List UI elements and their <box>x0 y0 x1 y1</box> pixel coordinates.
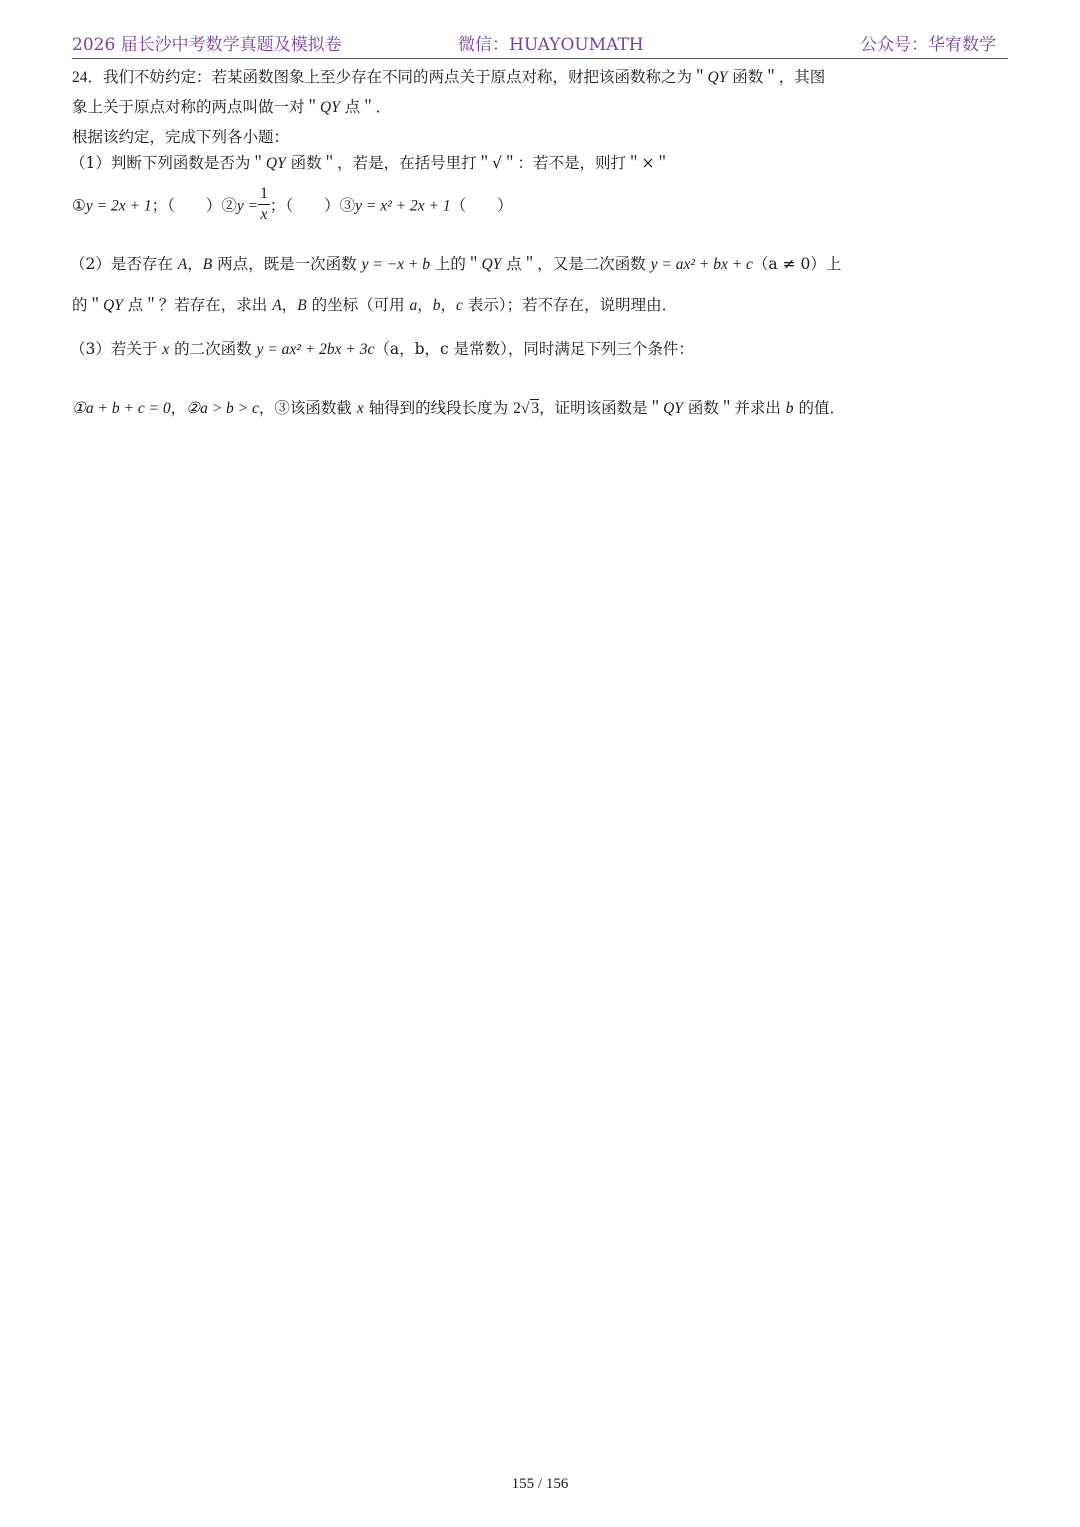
part3-line1: （3）若关于 x 的二次函数 y = ax² + 2bx + 3c（a，b，c 是常数），同时满足下列三个条件： <box>70 340 694 358</box>
part2-line1: （2）是否存在 A，B 两点，既是一次函数 y = −x + b 上的＂QY 点＂，又是二次函数 y = ax² + bx + c（a ≠ 0）上 <box>70 255 842 273</box>
condition-2: ②a > b > c <box>186 400 259 417</box>
answer-blank-1: （ ） <box>167 196 222 215</box>
header-wechat: 微信：HUAYOUMATH <box>458 35 644 55</box>
page-number: 155 / 156 <box>511 1476 569 1492</box>
part1-functions: ①y = 2x + 1；（ ）②y = $\frac{1}{x}$ ；（ ）③y = x² + 2x + 1（ ） <box>72 185 513 223</box>
part1-prompt: （1）判断下列函数是否为＂QY 函数＂，若是，在括号里打＂√＂：若不是，则打＂×＂ <box>70 154 670 172</box>
part3-conditions: ①a + b + c = 0，②a > b > c，③该函数截 x 轴得到的线段长度为 2√ 3，证明该函数是＂QY 函数＂并求出 b 的值． <box>72 399 845 417</box>
quadratic-function-3: y = ax² + 2bx + 3c <box>256 341 375 358</box>
linear-function: y = −x + b <box>361 256 430 273</box>
answer-blank-2: （ ） <box>285 196 340 215</box>
part2-line2: 的＂QY 点＂？若存在，求出 A，B 的坐标（可用 a，b，c 表示）；若不存在，说明理由． <box>72 296 678 314</box>
condition-1: ①a + b + c = 0 <box>72 400 171 417</box>
sqrt-radicand: 3 <box>531 400 540 417</box>
sqrt-symbol: √ <box>520 400 530 417</box>
question-intro-line1: 24．我们不妨约定：若某函数图象上至少存在不同的两点关于原点对称，财把该函数称之为＂QY 函数＂，其图 <box>72 68 826 86</box>
question-intro-line2: 象上关于原点对称的两点叫做一对＂QY 点＂． <box>72 98 392 116</box>
function-2-fraction: $\frac{1}{x}$ <box>260 185 268 223</box>
quadratic-function: y = ax² + bx + c <box>650 256 753 273</box>
question-instruction: 根据该约定，完成下列各小题： <box>72 128 290 146</box>
header-divider <box>72 58 1008 59</box>
function-2-lhs: y = <box>236 197 259 215</box>
function-1: y = 2x + 1 <box>85 197 152 215</box>
function-3: y = x² + 2x + 1 <box>355 197 451 215</box>
header-account: 公众号：华宥数学 <box>860 35 996 55</box>
question-number: 24． <box>72 69 104 86</box>
page-header <box>72 30 1008 60</box>
header-title: 2026 届长沙中考数学真题及模拟卷 <box>72 35 342 55</box>
answer-blank-3: （ ） <box>450 196 513 215</box>
